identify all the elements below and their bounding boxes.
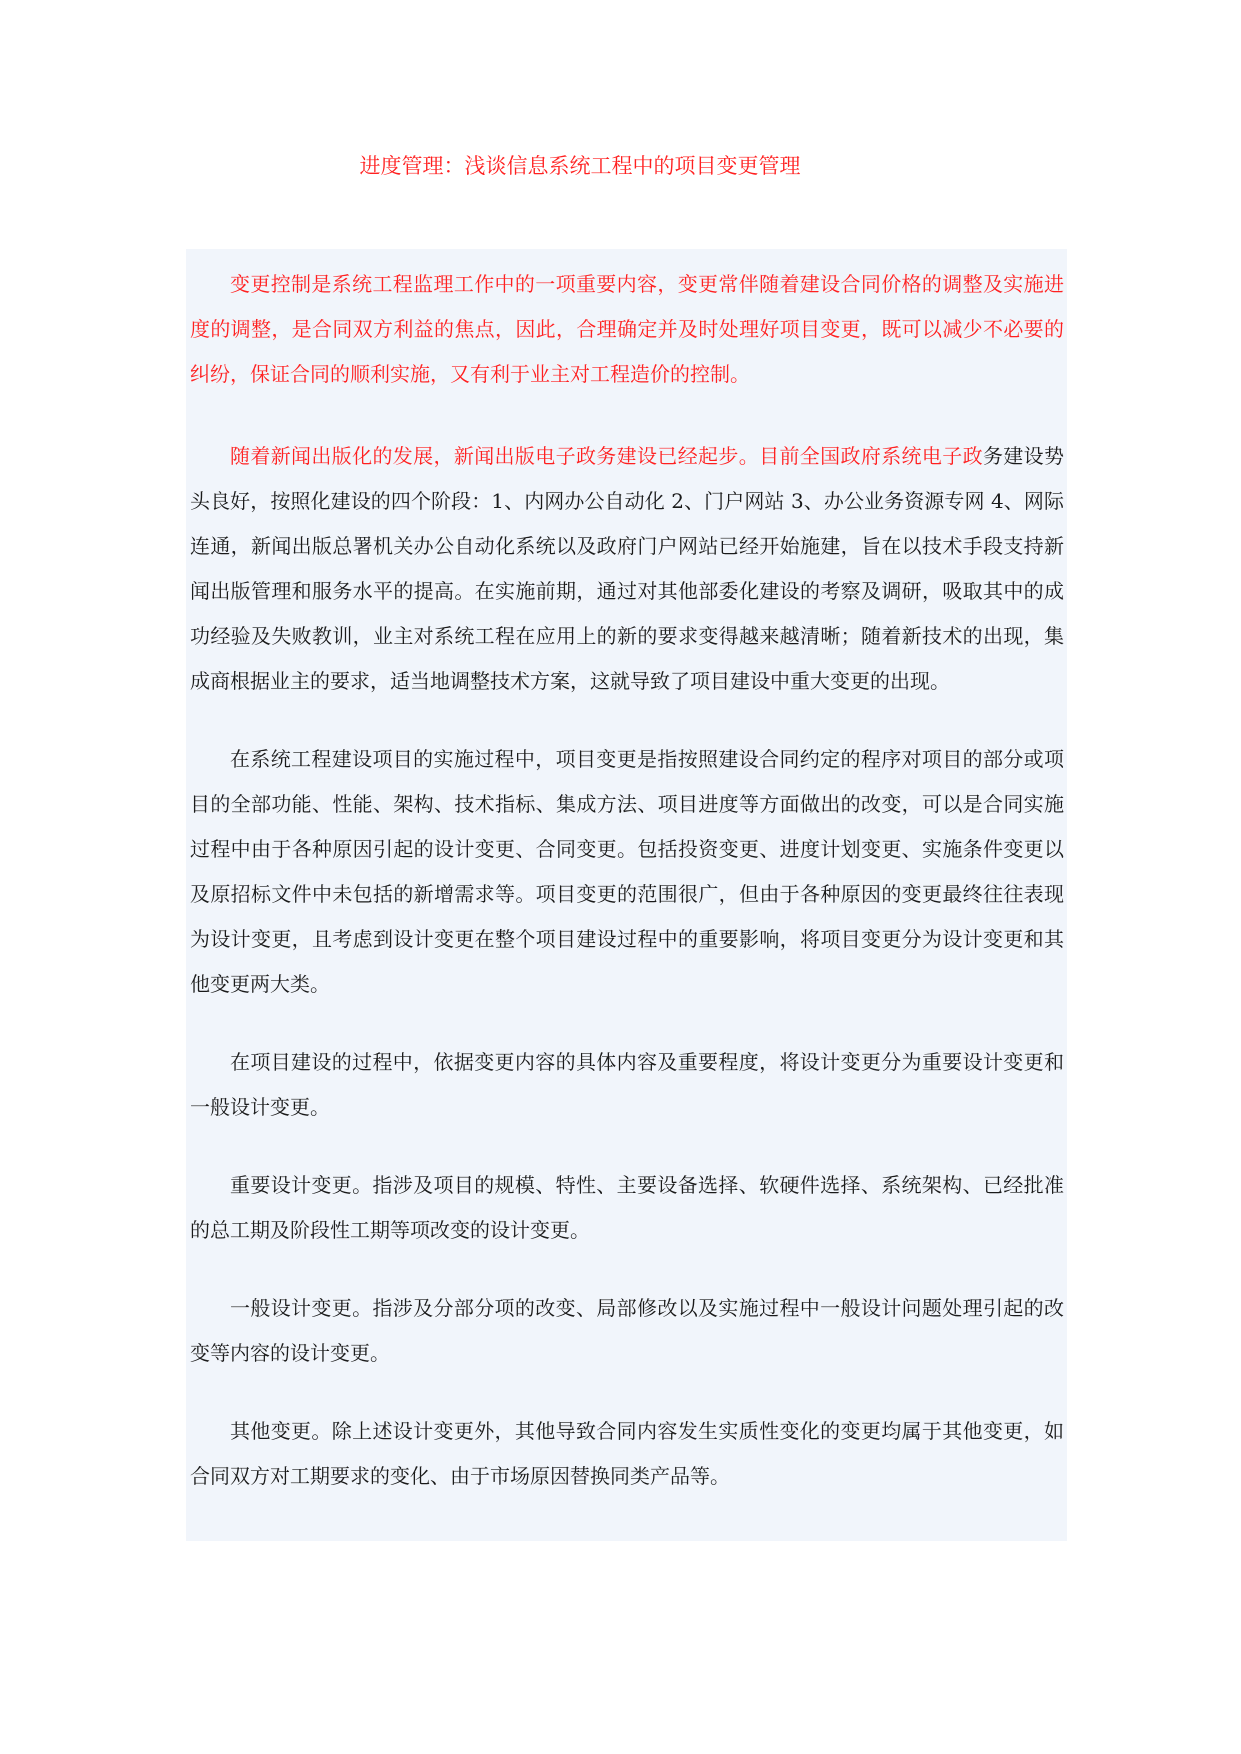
paragraph-e-government-highlight: 随着新闻出版化的发展，新闻出版电子政务建设已经起步。目前全国政府系统电子政 bbox=[230, 444, 983, 468]
paragraph-gap bbox=[190, 397, 1064, 434]
paragraph-e-government-rest: 务建设势头良好，按照化建设的四个阶段：1、内网办公自动化 2、门户网站 3、办公业务资源专网 4、网际连通，新闻出版总署机关办公自动化系统以及政府门户网站已经开始施建，旨在以技术手段支持新闻出版管理和服务水平的提高。在实施前期，通过对其他部委化建设的考察及调研，吸取其中的成功经验及失败教训，业主对系统工程在应用上的新的要求变得越来越清晰；随着新技术的出现，集成商根据业主的要求，适当地调整技术方案，这就导致了项目建设中重大变更的出现。 bbox=[190, 444, 1065, 693]
paragraph-project-change-definition: 在系统工程建设项目的实施过程中，项目变更是指按照建设合同约定的程序对项目的部分或项目的全部功能、性能、架构、技术指标、集成方法、项目进度等方面做出的改变，可以是合同实施过程中由于各种原因引起的设计变更、合同变更。包括投资变更、进度计划变更、实施条件变更以及原招标文件中未包括的新增需求等。项目变更的范围很广，但由于各种原因的变更最终往往表现为设计变更，且考虑到设计变更在整个项目建设过程中的重要影响，将项目变更分为设计变更和其他变更两大类。 bbox=[190, 747, 1064, 996]
paragraph-change-control: 变更控制是系统工程监理工作中的一项重要内容，变更常伴随着建设合同价格的调整及实施进度的调整，是合同双方利益的焦点，因此，合理确定并及时处理好项目变更，既可以减少不必要的纠纷，保证合同的顺利实施，又有利于业主对工程造价的控制。 bbox=[190, 272, 1064, 386]
paragraph-major-design-change: 重要设计变更。指涉及项目的规模、特性、主要设备选择、软硬件选择、系统架构、已经批准的总工期及阶段性工期等项改变的设计变更。 bbox=[190, 1173, 1064, 1242]
article-body bbox=[186, 249, 1067, 1541]
paragraph-gap bbox=[190, 1007, 1064, 1040]
paragraph-other-change: 其他变更。除上述设计变更外，其他导致合同内容发生实质性变化的变更均属于其他变更，如合同双方对工期要求的变化、由于市场原因替换同类产品等。 bbox=[190, 1419, 1064, 1488]
paragraph-general-design-change: 一般设计变更。指涉及分部分项的改变、局部修改以及实施过程中一般设计问题处理引起的改变等内容的设计变更。 bbox=[190, 1296, 1064, 1365]
paragraph-gap bbox=[190, 1253, 1064, 1286]
document-title: 进度管理：浅谈信息系统工程中的项目变更管理 bbox=[359, 154, 801, 178]
paragraph-gap bbox=[190, 704, 1064, 737]
paragraph-e-government bbox=[190, 434, 1064, 704]
paragraph-design-change-types: 在项目建设的过程中，依据变更内容的具体内容及重要程度，将设计变更分为重要设计变更和一般设计变更。 bbox=[190, 1050, 1064, 1119]
paragraph-gap bbox=[190, 1376, 1064, 1409]
paragraph-gap bbox=[190, 1130, 1064, 1163]
